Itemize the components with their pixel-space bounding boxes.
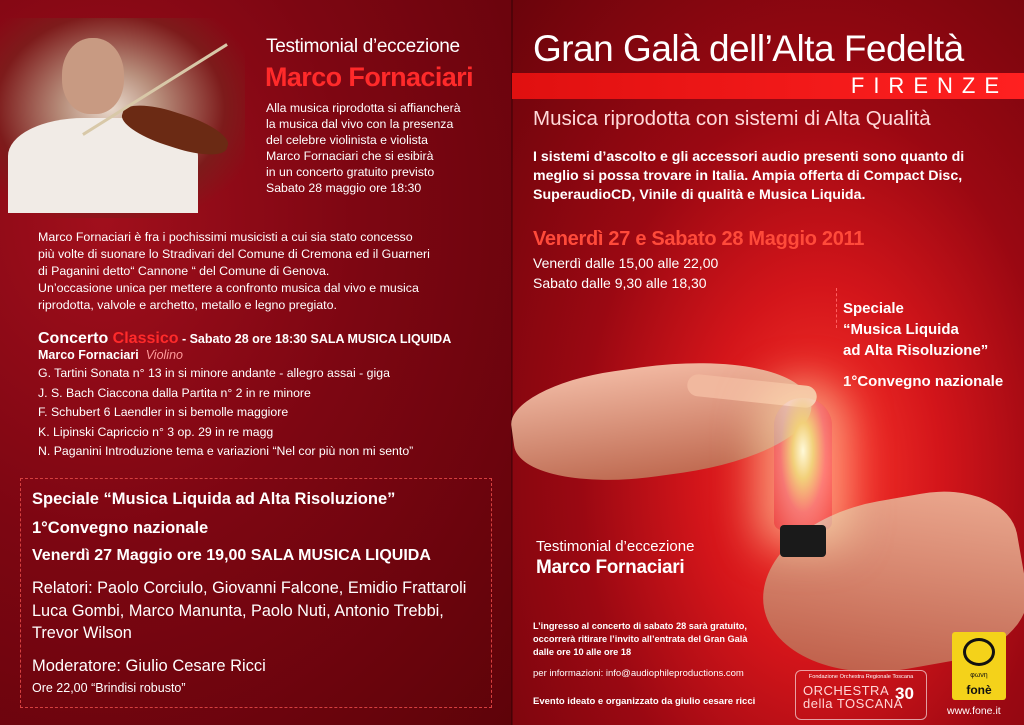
program-list [38, 364, 508, 462]
performer-name: Marco Fornaciari [38, 348, 139, 362]
entry-line: L’ingresso al concerto di sabato 28 sarà gratuito, [533, 621, 747, 631]
entry-info [533, 620, 793, 660]
bio-line: di Paganini detto“ Cannone “ del Comune di Genova. [38, 264, 330, 278]
entry-line: dalle ore 10 alle ore 18 [533, 647, 632, 658]
concert-title-a: Concerto [38, 330, 113, 347]
concert-title [38, 330, 508, 348]
special-right-line: Speciale [843, 300, 904, 317]
testimonial-name: Marco Fornaciari [265, 62, 473, 92]
biography [38, 229, 498, 314]
moderator: Moderatore: Giulio Cesare Ricci [32, 657, 266, 675]
special-title: Speciale “Musica Liquida ad Alta Risoluzione” [32, 490, 396, 508]
testimonial-label: Testimonial d’eccezione [266, 36, 460, 57]
program-item: F. Schubert 6 Laendler in si bemolle maggiore [38, 405, 289, 420]
description-line: meglio si possa trovare in Italia. Ampia offerta di Compact Disc, [533, 168, 963, 184]
program-item: J. S. Bach Ciaccona dalla Partita n° 2 in re minore [38, 385, 311, 400]
speakers-line: Luca Gombi, Marco Manunta, Paolo Nuti, Antonio Trebbi, [32, 601, 444, 620]
fone-name: fonè [966, 683, 992, 697]
orchestra-small-text: Fondazione Orchestra Regionale Toscana [808, 674, 914, 680]
program-item: K. Lipinski Capriccio n° 3 op. 29 in re magg [38, 424, 274, 439]
bio-line: Marco Fornaciari è fra i pochissimi musicisti a cui sia stato concesso [38, 230, 413, 244]
concert-section [38, 330, 508, 462]
city-label: FIRENZE [850, 73, 1008, 98]
intro-line: Alla musica riprodotta si affiancherà [266, 101, 461, 115]
testimonial-name-right: Marco Fornaciari [536, 557, 685, 578]
orchestra-years: 30 [895, 684, 914, 703]
intro-line: Marco Fornaciari che si esibirà [266, 149, 434, 163]
special-date: Venerdì 27 Maggio ore 19,00 SALA MUSICA LIQUIDA [32, 547, 431, 564]
opening-hours [533, 253, 718, 293]
website-link[interactable]: www.fone.it [947, 705, 1001, 717]
main-title: Gran Galà dell’Alta Fedeltà [533, 28, 964, 69]
special-right-line: “Musica Liquida [843, 321, 959, 338]
orchestra-line: ORCHESTRA [803, 683, 890, 698]
photo-head [62, 38, 124, 114]
fone-greek: φωνη [970, 672, 988, 679]
convegno-right: 1°Convegno nazionale [843, 373, 1004, 390]
performer-instrument: Violino [145, 348, 183, 362]
speakers [32, 577, 492, 645]
intro-text [266, 100, 496, 196]
hours-line: Venerdì dalle 15,00 alle 22,00 [533, 255, 719, 271]
hands-tube-illustration [512, 360, 1024, 660]
orchestra-name [803, 684, 903, 710]
concert-title-classico: Classico [112, 330, 179, 347]
program-item: G. Tartini Sonata n° 13 in si minore andante - allegro assai - giga [38, 366, 390, 380]
performer [38, 348, 508, 362]
horn-icon [963, 638, 995, 666]
vacuum-tube-icon [774, 398, 832, 530]
orchestra-line: della TOSCANA [803, 696, 903, 711]
description-line: I sistemi d’ascolto e gli accessori audio presenti sono quanto di [533, 149, 965, 165]
hours-line: Sabato dalle 9,30 alle 18,30 [533, 275, 707, 291]
speakers-line: Relatori: Paolo Corciulo, Giovanni Falcone, Emidio Frattaroli [32, 579, 467, 597]
upper-hand [506, 345, 818, 496]
description [533, 148, 1013, 205]
description-line: SuperaudioCD, Vinile di qualità e Musica Liquida. [533, 187, 866, 203]
contact-info: per informazioni: info@audiophileproductions.com [533, 668, 744, 679]
tube-base [780, 525, 826, 557]
bio-line: più volte di suonare lo Stradivari del Comune di Cremona ed il Guarneri [38, 247, 430, 261]
special-convegno: 1°Convegno nazionale [32, 519, 209, 537]
dashed-divider [836, 288, 838, 328]
event-dates: Venerdì 27 e Sabato 28 Maggio 2011 [533, 228, 865, 250]
intro-line: in un concerto gratuito previsto [266, 165, 435, 179]
brindisi: Ore 22,00 “Brindisi robusto” [32, 681, 186, 695]
testimonial-label-right: Testimonial d’eccezione [536, 538, 695, 555]
bio-line: riprodotta, valvole e archetto, metallo e legno pregiato. [38, 298, 337, 312]
intro-line: Sabato 28 maggio ore 18:30 [266, 181, 422, 195]
bio-line: Un’occasione unica per mettere a confronto musica dal vivo e musica [38, 281, 419, 295]
special-right-line: ad Alta Risoluzione” [843, 342, 989, 359]
intro-line: del celebre violinista e violista [266, 133, 428, 147]
program-item: N. Paganini Introduzione tema e variazioni “Nel cor più non mi sento” [38, 444, 414, 459]
subtitle: Musica riprodotta con sistemi di Alta Qualità [533, 107, 931, 130]
violinist-photo [0, 18, 245, 218]
entry-line: occorrerà ritirare l’invito all’entrata del Gran Galà [533, 634, 748, 645]
special-right [843, 298, 988, 361]
intro-line: la musica dal vivo con la presenza [266, 117, 454, 131]
concert-title-details: - Sabato 28 ore 18:30 SALA MUSICA LIQUIDA [178, 332, 452, 346]
speakers-line: Trevor Wilson [32, 624, 132, 642]
organizer: Evento ideato e organizzato da giulio cesare ricci [533, 696, 756, 707]
